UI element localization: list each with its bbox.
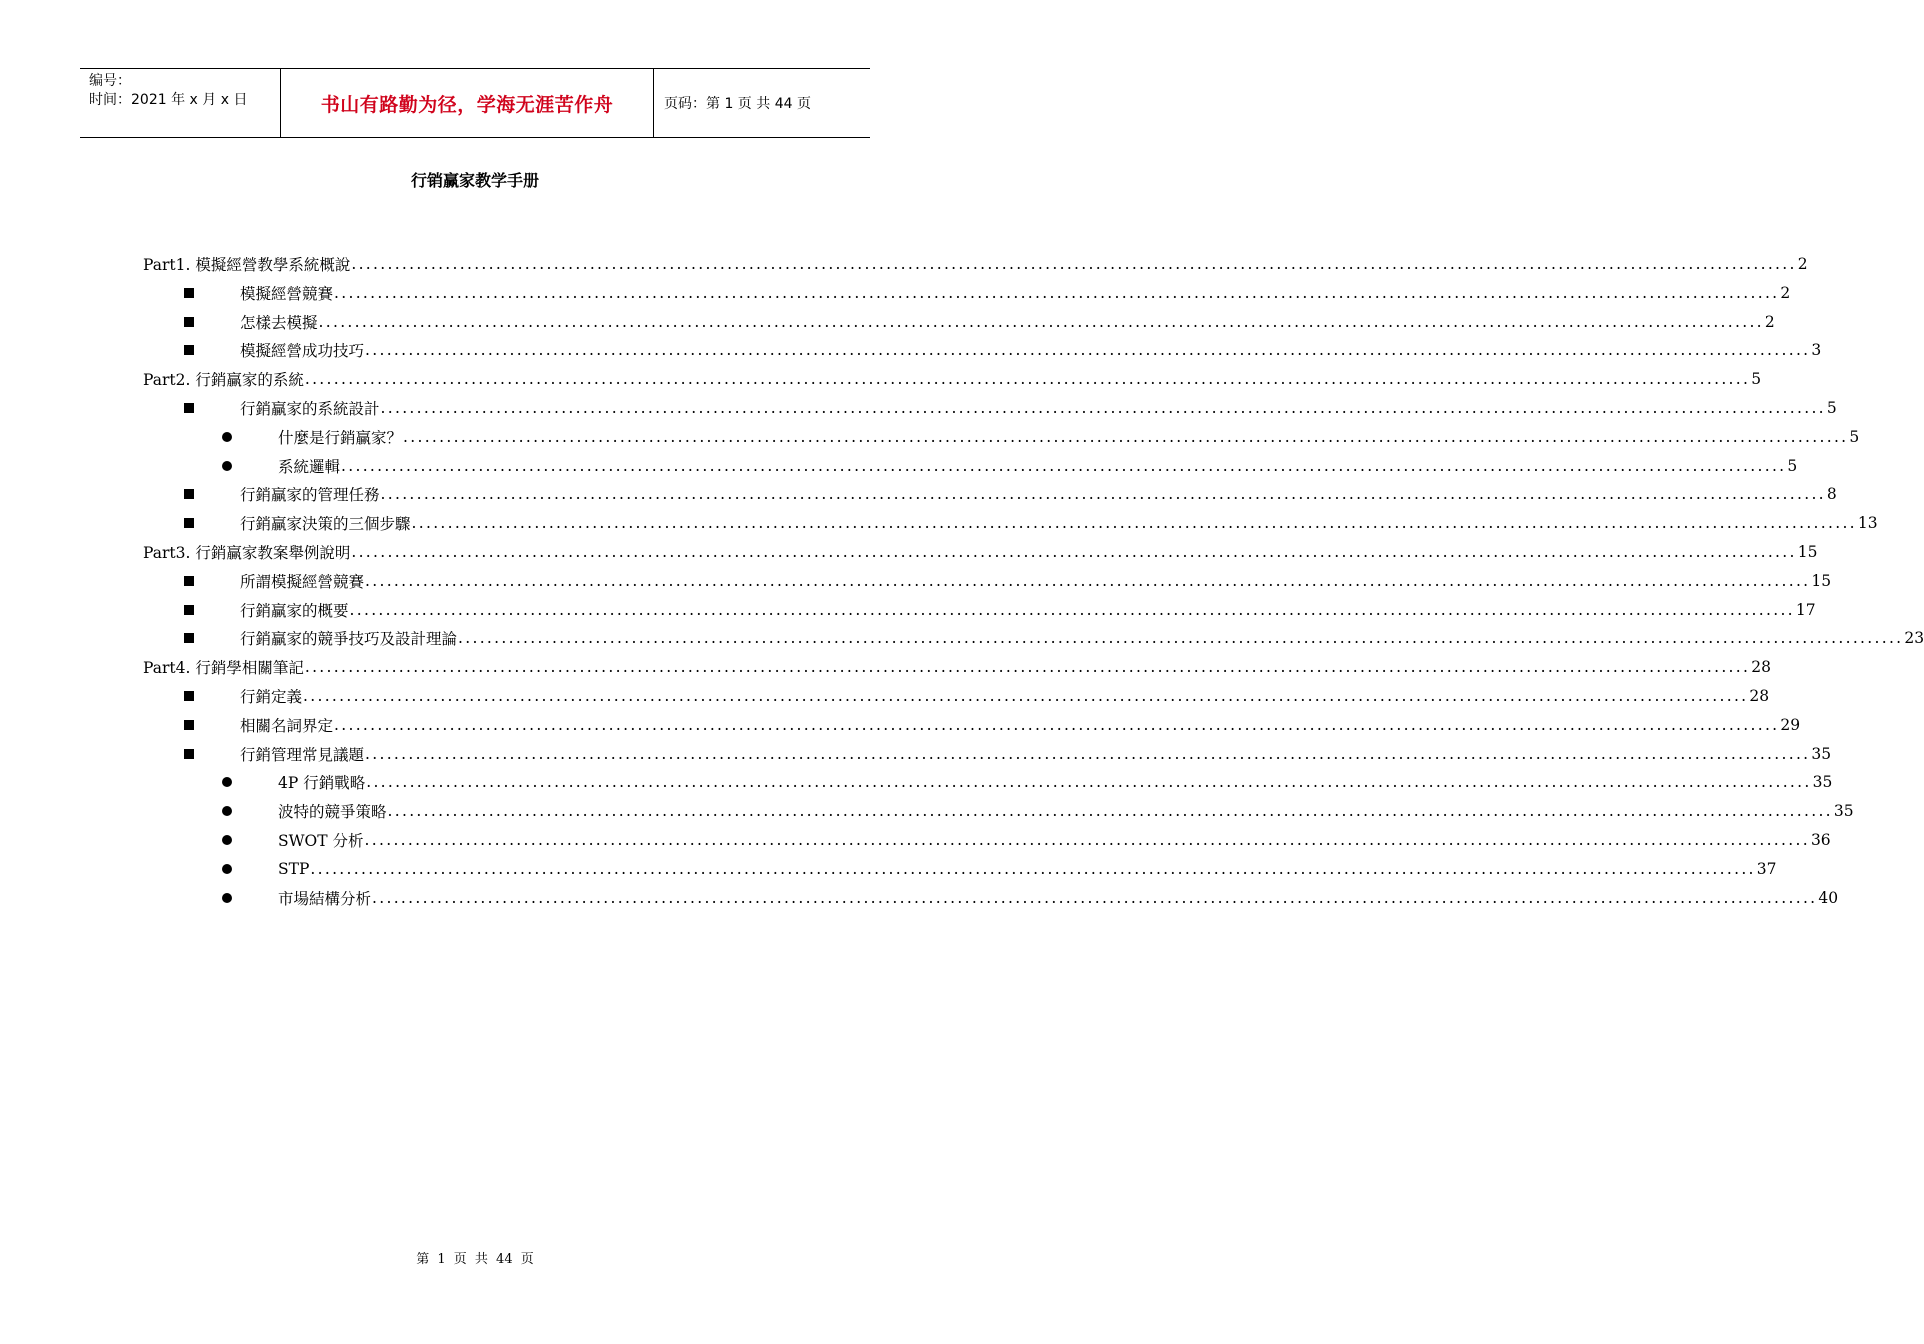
toc-leader-dots: ........................................................................................................................................................................................................ (351, 543, 1797, 561)
toc-leader-dots: ........................................................................................................................................................................................................ (304, 658, 1751, 677)
square-bullet-icon (184, 489, 194, 499)
dot-bullet-icon (222, 777, 232, 787)
toc-entry-label: 行銷贏家的概要 (240, 601, 349, 620)
square-bullet-icon (184, 691, 194, 701)
toc-entry[interactable] (0, 252, 1808, 276)
toc-entry[interactable] (0, 655, 1771, 679)
toc-entry-label: 行銷贏家的競爭技巧及設計理論 (240, 630, 458, 649)
toc-entry[interactable] (0, 713, 1801, 737)
square-bullet-icon (184, 749, 194, 759)
toc-entry[interactable] (0, 454, 1798, 478)
toc-entry[interactable] (0, 569, 1832, 593)
toc-entry-label: 怎樣去模擬 (240, 313, 318, 332)
page-info: 页码：第 1 页 共 44 页 (664, 96, 811, 112)
toc-leader-dots: ........................................................................................................................................................................................................ (349, 600, 1795, 619)
toc-entry[interactable] (0, 742, 1832, 766)
toc-entry-page: 28 (1751, 658, 1771, 677)
toc-entry-page: 2 (1764, 312, 1775, 331)
square-bullet-icon (184, 345, 194, 355)
toc-entry-page: 5 (1751, 370, 1762, 389)
dot-bullet-icon (222, 806, 232, 816)
square-bullet-icon (184, 288, 194, 298)
toc-leader-dots: ........................................................................................................................................................................................................ (380, 485, 1826, 504)
toc-leader-dots: ........................................................................................................................................................................................................ (341, 456, 1787, 475)
toc-entry-page: 13 (1857, 514, 1878, 533)
toc-entry[interactable] (0, 886, 1839, 910)
toc-entry-page: 5 (1787, 456, 1798, 475)
toc-entry-label: 什麼是行銷贏家？ (278, 428, 403, 447)
toc-entry[interactable] (0, 425, 1860, 449)
toc-entry-label: 市場結構分析 (278, 889, 372, 908)
square-bullet-icon (184, 605, 194, 615)
toc-entry-page: 28 (1749, 687, 1770, 705)
toc-entry-page: 5 (1849, 427, 1860, 446)
square-bullet-icon (184, 518, 194, 528)
toc-leader-dots: ........................................................................................................................................................................................................ (372, 888, 1818, 907)
toc-entry-label: STP (278, 859, 310, 878)
toc-entry-label: Part1. 模擬經營教學系統概說 (143, 256, 351, 274)
toc-leader-dots: ........................................................................................................................................................................................................ (365, 571, 1811, 590)
toc-leader-dots: ........................................................................................................................................................................................................ (364, 831, 1810, 849)
toc-entry-page: 8 (1826, 485, 1837, 504)
toc-entry-label: 4P 行銷戰略 (278, 774, 366, 793)
toc-leader-dots: ........................................................................................................................................................................................................ (351, 255, 1797, 273)
toc-entry-label: 行銷贏家的管理任務 (240, 486, 380, 505)
toc-entry[interactable] (0, 367, 1762, 391)
toc-leader-dots: ........................................................................................................................................................................................................ (411, 514, 1857, 533)
toc-entry-label: 行銷定義 (240, 688, 303, 706)
toc-entry-label: SWOT 分析 (278, 832, 364, 850)
toc-entry-page: 17 (1795, 600, 1816, 619)
dot-bullet-icon (222, 835, 232, 845)
square-bullet-icon (184, 317, 194, 327)
toc-entry-page: 40 (1818, 888, 1839, 907)
toc-entry-page: 23 (1904, 629, 1924, 648)
toc-entry-label: 系統邏輯 (278, 457, 341, 476)
toc-leader-dots: ........................................................................................................................................................................................................ (403, 427, 1849, 446)
toc-entry-page: 35 (1833, 802, 1854, 821)
toc-leader-dots: ........................................................................................................................................................................................................ (387, 802, 1833, 821)
dot-bullet-icon (222, 864, 232, 874)
toc-leader-dots: ........................................................................................................................................................................................................ (303, 687, 1749, 705)
toc-entry-page: 36 (1810, 831, 1831, 849)
toc-entry-label: 行銷管理常見議題 (240, 745, 365, 764)
time-label: 时间：2021 年 x 月 x 日 (89, 92, 248, 108)
toc-entry-page: 15 (1811, 571, 1832, 590)
document-header (80, 68, 870, 138)
page-footer: 第 1 页 共 44 页 (416, 1252, 534, 1267)
toc-entry[interactable] (0, 684, 1770, 708)
toc-entry[interactable] (0, 828, 1831, 852)
toc-entry-page: 35 (1811, 744, 1832, 763)
toc-entry-label: 模擬經營競賽 (240, 284, 334, 303)
square-bullet-icon (184, 720, 194, 730)
document-title: 行销赢家教学手册 (410, 171, 539, 190)
toc-entry-label: 行銷贏家決策的三個步驟 (240, 515, 411, 534)
toc-entry-label: Part2. 行銷贏家的系統 (143, 371, 304, 390)
toc-entry[interactable] (0, 598, 1816, 622)
toc-entry[interactable] (0, 626, 1924, 650)
toc-entry[interactable] (0, 799, 1854, 823)
toc-entry-page: 37 (1756, 859, 1777, 878)
toc-entry-page: 15 (1797, 543, 1818, 561)
toc-entry[interactable] (0, 857, 1777, 881)
toc-entry-label: 相關名詞界定 (240, 716, 334, 735)
square-bullet-icon (184, 403, 194, 413)
toc-entry[interactable] (0, 540, 1818, 564)
toc-entry[interactable] (0, 396, 1837, 420)
toc-leader-dots: ........................................................................................................................................................................................................ (380, 399, 1826, 417)
header-meta (80, 69, 281, 137)
toc-entry-label: Part3. 行銷贏家教案舉例說明 (143, 544, 351, 562)
dot-bullet-icon (222, 432, 232, 442)
toc-leader-dots: ........................................................................................................................................................................................................ (318, 312, 1764, 331)
code-label: 编号： (89, 73, 131, 89)
dot-bullet-icon (222, 461, 232, 471)
dot-bullet-icon (222, 893, 232, 903)
toc-entry-page: 35 (1812, 773, 1833, 792)
toc-entry[interactable] (0, 482, 1837, 506)
header-motto-cell (281, 69, 654, 137)
square-bullet-icon (184, 576, 194, 586)
toc-leader-dots: ........................................................................................................................................................................................................ (304, 370, 1751, 389)
toc-leader-dots: ........................................................................................................................................................................................................ (334, 283, 1780, 302)
toc-entry-page: 3 (1811, 341, 1822, 360)
toc-leader-dots: ........................................................................................................................................................................................................ (365, 341, 1811, 360)
toc-entry-label: 行銷贏家的系統設計 (240, 400, 380, 418)
toc-entry-label: 所謂模擬經營競賽 (240, 572, 365, 591)
toc-leader-dots: ........................................................................................................................................................................................................ (334, 715, 1780, 734)
toc-entry[interactable] (0, 281, 1791, 305)
toc-entry[interactable] (0, 310, 1775, 334)
toc-leader-dots: ........................................................................................................................................................................................................ (458, 629, 1904, 648)
toc-leader-dots: ........................................................................................................................................................................................................ (310, 859, 1756, 878)
toc-entry[interactable] (0, 511, 1878, 535)
toc-entry-page: 2 (1797, 255, 1808, 273)
toc-entry[interactable] (0, 770, 1833, 794)
square-bullet-icon (184, 633, 194, 643)
header-page-cell (654, 69, 870, 137)
motto: 书山有路勤为径，学海无涯苦作舟 (320, 93, 614, 116)
toc-leader-dots: ........................................................................................................................................................................................................ (366, 773, 1812, 792)
toc-entry-page: 5 (1826, 399, 1837, 417)
toc-entry[interactable] (0, 338, 1822, 362)
toc-entry-page: 2 (1780, 283, 1791, 302)
toc-entry-label: 波特的競爭策略 (278, 803, 387, 822)
toc-entry-label: 模擬經營成功技巧 (240, 342, 365, 361)
toc-entry-label: Part4. 行銷學相關筆記 (143, 659, 304, 678)
toc-leader-dots: ........................................................................................................................................................................................................ (365, 744, 1811, 763)
toc-entry-page: 29 (1780, 715, 1801, 734)
